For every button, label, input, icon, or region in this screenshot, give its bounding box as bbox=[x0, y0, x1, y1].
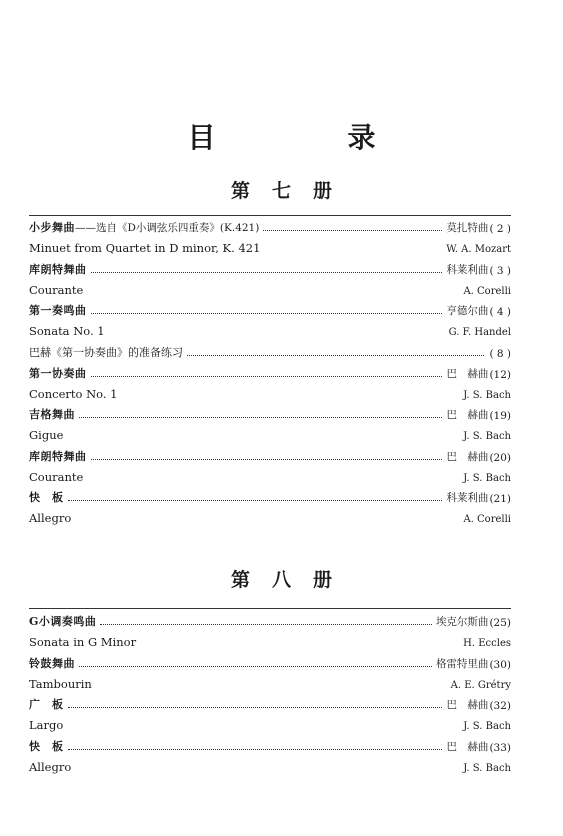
toc-entry bbox=[29, 341, 511, 362]
page-number: ( 4 ) bbox=[489, 306, 511, 318]
volume-8-rule bbox=[29, 608, 511, 609]
toc-entry-chinese-line bbox=[29, 403, 511, 422]
toc-entry-english-line bbox=[29, 464, 511, 484]
toc-entry bbox=[29, 299, 511, 341]
composer-chinese: 巴 赫曲 bbox=[446, 450, 489, 463]
toc-entry-chinese-line bbox=[29, 445, 511, 464]
dot-leader bbox=[68, 749, 443, 750]
toc-entry-english-line bbox=[29, 712, 511, 732]
toc-entry bbox=[29, 258, 511, 300]
toc-entry-english-line bbox=[29, 754, 511, 774]
dot-leader bbox=[91, 313, 443, 314]
composer-chinese: 格雷特里曲 bbox=[435, 657, 489, 670]
dot-leader bbox=[91, 272, 443, 273]
dot-leader bbox=[91, 459, 443, 460]
toc-entry-chinese-line bbox=[29, 486, 511, 505]
toc-entry-english-line bbox=[29, 505, 511, 525]
toc-entry bbox=[29, 362, 511, 404]
dot-leader bbox=[68, 500, 443, 501]
composer-english: A. Corelli bbox=[463, 514, 511, 525]
volume-8-heading: 第八册 bbox=[230, 569, 354, 591]
english-title: Minuet from Quartet in D minor, K. 421 bbox=[29, 241, 261, 255]
page-title: 目 录 bbox=[187, 121, 428, 154]
page-number: (32) bbox=[489, 700, 511, 712]
chinese-title: G小调奏鸣曲 bbox=[29, 615, 97, 628]
composer-english: J. S. Bach bbox=[463, 472, 511, 484]
page-number: (20) bbox=[489, 451, 511, 464]
english-title: Courante bbox=[29, 469, 84, 484]
composer-english: A. Corelli bbox=[463, 285, 511, 297]
toc-entry-english-line bbox=[29, 235, 511, 255]
english-title: Sonata in G Minor bbox=[29, 635, 137, 649]
volume-7-contents bbox=[29, 216, 511, 528]
toc-entry-chinese-line bbox=[29, 216, 511, 235]
chinese-title: 巴赫《第一协奏曲》的准备练习 bbox=[29, 345, 183, 359]
composer-chinese: 巴 赫曲 bbox=[446, 367, 489, 380]
toc-entry bbox=[29, 735, 511, 777]
composer-chinese: 埃克尔斯曲 bbox=[435, 616, 489, 628]
dot-leader bbox=[79, 417, 442, 418]
page-number: ( 2 ) bbox=[489, 223, 511, 235]
toc-entry bbox=[29, 610, 511, 652]
composer-english: J. S. Bach bbox=[463, 721, 511, 732]
toc-entry-english-line bbox=[29, 318, 511, 338]
dot-leader bbox=[263, 230, 442, 231]
page-number: (19) bbox=[489, 410, 511, 422]
toc-entry-english-line bbox=[29, 381, 511, 401]
composer-chinese: 科莱利曲 bbox=[446, 263, 489, 276]
chinese-title: 库朗特舞曲 bbox=[29, 262, 87, 276]
page-number: (25) bbox=[489, 617, 511, 629]
toc-entry-chinese-line bbox=[29, 652, 511, 671]
dot-leader bbox=[187, 355, 484, 356]
composer-english: J. S. Bach bbox=[463, 762, 511, 774]
composer-chinese: 莫扎特曲 bbox=[446, 222, 489, 234]
composer-english: J. S. Bach bbox=[463, 431, 511, 442]
toc-entry bbox=[29, 403, 511, 445]
composer-chinese: 巴 赫曲 bbox=[446, 740, 489, 753]
english-title: Gigue bbox=[29, 428, 64, 442]
page-number: ( 8 ) bbox=[489, 347, 511, 360]
page-number: (33) bbox=[489, 741, 511, 754]
dot-leader bbox=[91, 376, 443, 377]
dot-leader bbox=[79, 666, 432, 667]
toc-entry-english-line bbox=[29, 629, 511, 649]
page-number: ( 3 ) bbox=[489, 264, 511, 277]
toc-entry-english-line bbox=[29, 671, 511, 691]
chinese-title: 小步舞曲 bbox=[29, 221, 75, 234]
dot-leader bbox=[100, 624, 432, 625]
english-title: Allegro bbox=[29, 511, 72, 525]
english-title: Largo bbox=[29, 718, 64, 732]
chinese-title: 快 板 bbox=[29, 491, 64, 504]
english-title: Sonata No. 1 bbox=[29, 324, 105, 338]
toc-entry-chinese-line bbox=[29, 693, 511, 712]
composer-english: G. F. Handel bbox=[448, 327, 511, 338]
chinese-title: 快 板 bbox=[29, 739, 64, 753]
toc-entry-chinese-line bbox=[29, 735, 511, 754]
toc-entry bbox=[29, 693, 511, 735]
toc-entry bbox=[29, 652, 511, 694]
toc-entry-chinese-line bbox=[29, 362, 511, 381]
composer-english: W. A. Mozart bbox=[446, 244, 511, 255]
toc-entry bbox=[29, 445, 511, 487]
volume-8-contents bbox=[29, 610, 511, 776]
dot-leader bbox=[68, 707, 443, 708]
page-number: (30) bbox=[489, 658, 511, 671]
toc-entry-chinese-line bbox=[29, 610, 511, 629]
chinese-title: 库朗特舞曲 bbox=[29, 449, 87, 463]
chinese-title: 第一协奏曲 bbox=[29, 366, 87, 380]
composer-chinese: 科莱利曲 bbox=[446, 492, 489, 504]
english-title: Tambourin bbox=[29, 676, 92, 691]
toc-entry-english-line bbox=[29, 422, 511, 442]
page-number: (12) bbox=[489, 368, 511, 381]
english-title: Courante bbox=[29, 282, 84, 297]
toc-entry-chinese-line bbox=[29, 299, 511, 318]
volume-7-heading: 第七册 bbox=[230, 180, 354, 202]
toc-entry-chinese-line bbox=[29, 341, 511, 360]
composer-chinese: 亨德尔曲 bbox=[446, 305, 489, 317]
composer-chinese: 巴 赫曲 bbox=[446, 699, 489, 711]
composer-english: J. S. Bach bbox=[463, 389, 511, 401]
composer-chinese: 巴 赫曲 bbox=[446, 409, 489, 421]
chinese-title: 广 板 bbox=[29, 698, 64, 711]
english-title: Allegro bbox=[29, 759, 72, 774]
chinese-title: 吉格舞曲 bbox=[29, 408, 75, 421]
toc-entry bbox=[29, 216, 511, 258]
composer-english: A. E. Grétry bbox=[450, 679, 511, 691]
composer-english: H. Eccles bbox=[463, 638, 511, 649]
toc-entry-english-line bbox=[29, 277, 511, 297]
chinese-title: 铃鼓舞曲 bbox=[29, 656, 75, 670]
toc-entry-chinese-line bbox=[29, 258, 511, 277]
english-title: Concerto No. 1 bbox=[29, 386, 118, 401]
page-number: (21) bbox=[489, 493, 511, 505]
chinese-title: 第一奏鸣曲 bbox=[29, 304, 87, 317]
toc-entry bbox=[29, 486, 511, 528]
chinese-subtitle: ——选自《D小调弦乐四重奏》(K.421) bbox=[75, 222, 260, 234]
